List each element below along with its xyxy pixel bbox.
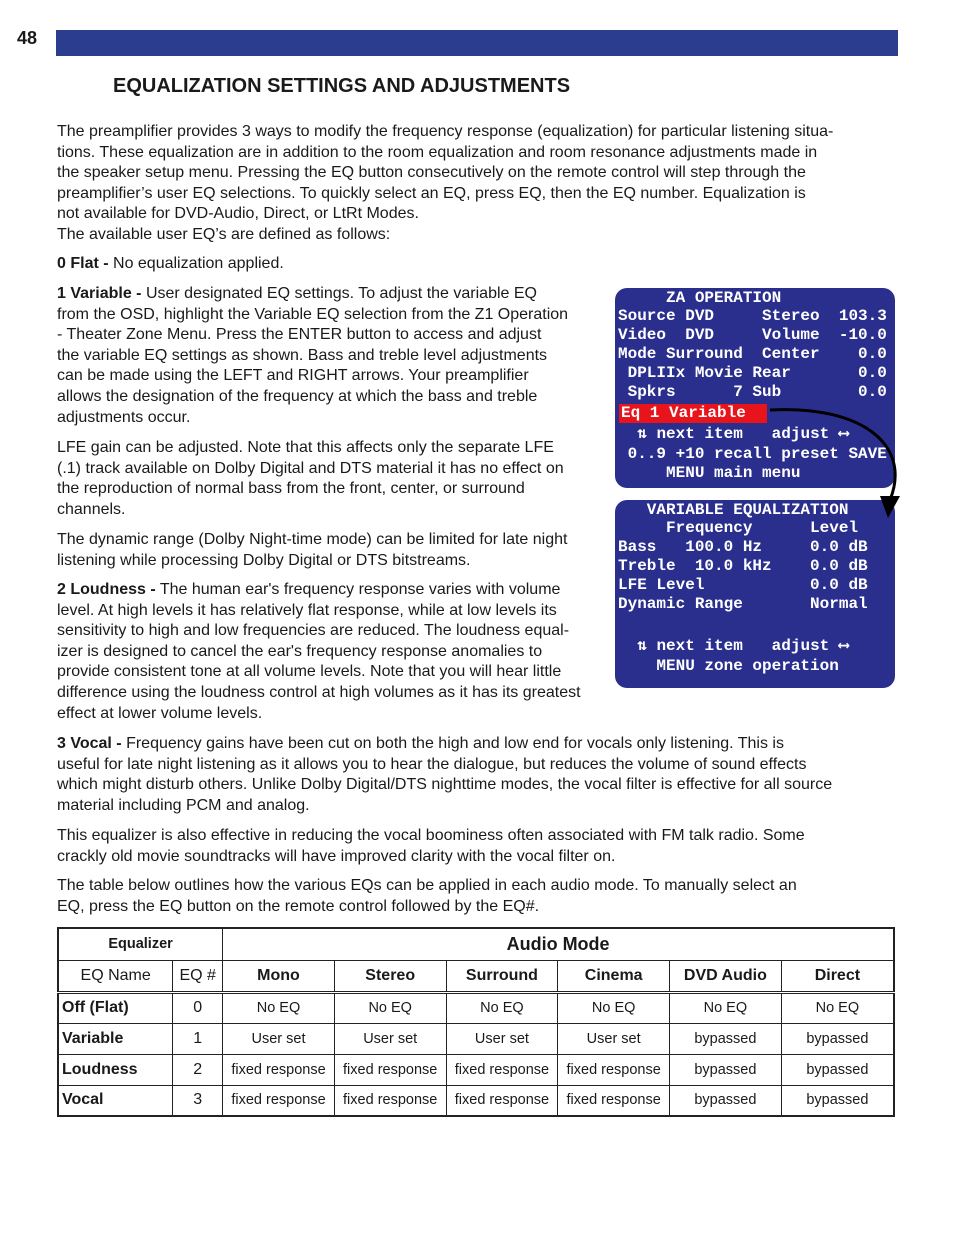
osd-selected-line: Eq 1 Variable bbox=[621, 404, 746, 422]
vocal-label: 3 Vocal - bbox=[57, 735, 122, 752]
osd-line: ZA OPERATION bbox=[618, 289, 782, 307]
table-cell: bypassed bbox=[670, 1054, 782, 1085]
eq-name-cell: Variable bbox=[58, 1023, 173, 1054]
flat-label: 0 Flat - bbox=[57, 255, 109, 272]
osd-line: ⇅ next item adjust ⟷ bbox=[618, 637, 849, 655]
page-number: 48 bbox=[17, 28, 38, 48]
text-line: adjustments occur. bbox=[57, 408, 191, 426]
eq-name-cell: Vocal bbox=[58, 1085, 173, 1116]
variable-label: 1 Variable - bbox=[57, 285, 142, 302]
text-line: the reproduction of normal bass from the front, center, or surround bbox=[57, 480, 525, 498]
table-cell: fixed response bbox=[446, 1085, 558, 1116]
loudness-label: 2 Loudness - bbox=[57, 581, 156, 598]
osd-line: Video DVD Volume -10.0 bbox=[618, 326, 887, 344]
text-line: effect at lower volume levels. bbox=[57, 704, 263, 722]
osd-line: VARIABLE EQUALIZATION bbox=[618, 501, 849, 519]
table-cell: fixed response bbox=[223, 1054, 335, 1085]
text-line: The human ear's frequency response varies with volume bbox=[155, 581, 561, 598]
text-line: Frequency gains have been cut on both the high and low end for vocals only listening. This is bbox=[121, 735, 784, 752]
text-line: preamplifier’s user EQ selections. To quickly select an EQ, press EQ, then the EQ number. Equalization is bbox=[57, 184, 806, 202]
table-cell: bypassed bbox=[670, 1085, 782, 1116]
table-cell: bypassed bbox=[781, 1054, 894, 1085]
table-cell: User set bbox=[223, 1023, 335, 1054]
table-cell: bypassed bbox=[781, 1085, 894, 1116]
mode-header: Surround bbox=[446, 960, 558, 992]
table-cell: No EQ bbox=[223, 992, 335, 1023]
text-line: not available for DVD-Audio, Direct, or LtRt Modes. bbox=[57, 205, 419, 223]
table-cell: No EQ bbox=[558, 992, 670, 1023]
header-bar bbox=[56, 30, 898, 56]
text-line: level. At high levels it has relatively flat response, while at low levels its bbox=[57, 601, 557, 619]
osd-line: Source DVD Stereo 103.3 bbox=[618, 307, 887, 325]
eq-num-cell: 1 bbox=[173, 1023, 223, 1054]
table-cell: User set bbox=[558, 1023, 670, 1054]
loudness-paragraph bbox=[57, 580, 632, 724]
text-line: which might disturb others. Unlike Dolby Digital/DTS nighttime modes, the vocal filter is effective for all source bbox=[57, 776, 833, 794]
text-line: User designated EQ settings. To adjust the variable EQ bbox=[141, 285, 537, 302]
eq-name-cell: Off (Flat) bbox=[58, 992, 173, 1023]
osd-line: DPLIIx Movie Rear 0.0 bbox=[618, 364, 887, 382]
osd-line: LFE Level 0.0 dB bbox=[618, 576, 868, 594]
text-line: izer is designed to cancel the ear's frequency response anomalies to bbox=[57, 642, 543, 660]
mode-header: Direct bbox=[781, 960, 894, 992]
table-cell: fixed response bbox=[334, 1085, 446, 1116]
table-row bbox=[58, 1054, 894, 1085]
audio-mode-header: Audio Mode bbox=[223, 928, 894, 960]
section-title: EQUALIZATION SETTINGS AND ADJUSTMENTS bbox=[113, 75, 571, 97]
table-cell: fixed response bbox=[558, 1054, 670, 1085]
text-line: useful for late night listening as it allows you to hear the dialogue, but reduces the volume of sound effects bbox=[57, 755, 807, 773]
text-line: The table below outlines how the various EQs can be applied in each audio mode. To manually select an bbox=[57, 877, 797, 894]
table-cell: fixed response bbox=[223, 1085, 335, 1116]
eq-name-cell: Loudness bbox=[58, 1054, 173, 1085]
osd-line: MENU main menu bbox=[618, 464, 801, 482]
table-cell: bypassed bbox=[670, 1023, 782, 1054]
table-cell: No EQ bbox=[670, 992, 782, 1023]
text-line: The dynamic range (Dolby Night-time mode) can be limited for late night bbox=[57, 531, 568, 548]
table-cell: User set bbox=[446, 1023, 558, 1054]
eq-num-header: EQ # bbox=[173, 960, 223, 992]
intro-paragraph bbox=[57, 122, 902, 246]
table-cell: No EQ bbox=[781, 992, 894, 1023]
text-line: can be made using the LEFT and RIGHT arrows. Your preamplifier bbox=[57, 367, 529, 385]
text-line: sensitivity to high and low frequencies are reduced. The loudness equal- bbox=[57, 622, 570, 640]
mode-header: Cinema bbox=[558, 960, 670, 992]
table-cell: No EQ bbox=[446, 992, 558, 1023]
text-line: EQ, press the EQ button on the remote control followed by the EQ#. bbox=[57, 897, 540, 915]
text-line: - Theater Zone Menu. Press the ENTER button to access and adjust bbox=[57, 326, 542, 344]
text-line: provide consistent tone at all volume levels. Note that you will hear little bbox=[57, 663, 562, 681]
text-line: LFE gain can be adjusted. Note that this affects only the separate LFE bbox=[57, 439, 554, 456]
text-line: tions. These equalization are in addition to the room equalization and room resonance adjustments made in bbox=[57, 143, 818, 161]
table-cell: fixed response bbox=[334, 1054, 446, 1085]
text-line: listening while processing Dolby Digital or DTS bitstreams. bbox=[57, 551, 471, 569]
table-row bbox=[58, 992, 894, 1023]
mode-header: Stereo bbox=[334, 960, 446, 992]
eq-name-header: EQ Name bbox=[58, 960, 173, 992]
text-line: (.1) track available on Dolby Digital and DTS material it has no effect on bbox=[57, 459, 564, 477]
table-row bbox=[58, 1085, 894, 1116]
equalizer-header: Equalizer bbox=[58, 928, 223, 960]
table-row bbox=[58, 1023, 894, 1054]
osd-line: ⇅ next item adjust ⟷ bbox=[618, 425, 849, 443]
osd-line: Treble 10.0 kHz 0.0 dB bbox=[618, 557, 868, 575]
vocal-paragraph bbox=[57, 734, 902, 816]
osd-line: Bass 100.0 Hz 0.0 dB bbox=[618, 538, 868, 556]
osd-line: 0..9 +10 recall preset SAVE bbox=[618, 445, 887, 463]
text-line: crackly old movie soundtracks will have improved clarity with the vocal filter on. bbox=[57, 847, 616, 865]
eq-audio-mode-table bbox=[57, 927, 895, 1117]
curved-arrow-icon bbox=[752, 400, 902, 530]
text-line: This equalizer is also effective in reducing the vocal boominess often associated with FM talk radio. Some bbox=[57, 827, 805, 844]
osd-line: Spkrs 7 Sub 0.0 bbox=[618, 383, 887, 401]
text-line: channels. bbox=[57, 500, 126, 518]
table-cell: No EQ bbox=[334, 992, 446, 1023]
mode-header: Mono bbox=[223, 960, 335, 992]
text-line: the speaker setup menu. Pressing the EQ button consecutively on the remote control will step through the bbox=[57, 164, 806, 182]
table-cell: fixed response bbox=[446, 1054, 558, 1085]
text-line: The preamplifier provides 3 ways to modify the frequency response (equalization) for particular listening situa- bbox=[57, 123, 834, 140]
osd-line: MENU zone operation bbox=[618, 657, 839, 675]
text-line: from the OSD, highlight the Variable EQ selection from the Z1 Operation bbox=[57, 305, 569, 323]
variable-paragraph bbox=[57, 284, 617, 428]
eq-num-cell: 0 bbox=[173, 992, 223, 1023]
table-cell: fixed response bbox=[558, 1085, 670, 1116]
table-cell: bypassed bbox=[781, 1023, 894, 1054]
table-intro-paragraph bbox=[57, 876, 902, 917]
fm-paragraph bbox=[57, 826, 902, 867]
flat-paragraph bbox=[57, 254, 617, 275]
eq-num-cell: 3 bbox=[173, 1085, 223, 1116]
text-line: allows the designation of the frequency at which the bass and treble bbox=[57, 387, 538, 405]
mode-header: DVD Audio bbox=[670, 960, 782, 992]
osd-line: Mode Surround Center 0.0 bbox=[618, 345, 887, 363]
text-line: material including PCM and analog. bbox=[57, 796, 310, 814]
eq-num-cell: 2 bbox=[173, 1054, 223, 1085]
dynamic-range-paragraph bbox=[57, 530, 617, 571]
table-cell: User set bbox=[334, 1023, 446, 1054]
flat-text: No equalization applied. bbox=[108, 255, 284, 272]
osd-line: Frequency Level bbox=[618, 519, 859, 537]
text-line: difference using the loudness control at high volumes as it has its greatest bbox=[57, 683, 581, 701]
osd-line: Dynamic Range Normal bbox=[618, 595, 868, 613]
text-line: the variable EQ settings as shown. Bass and treble level adjustments bbox=[57, 346, 548, 364]
text-line: The available user EQ’s are defined as follows: bbox=[57, 225, 391, 243]
lfe-paragraph bbox=[57, 438, 617, 520]
